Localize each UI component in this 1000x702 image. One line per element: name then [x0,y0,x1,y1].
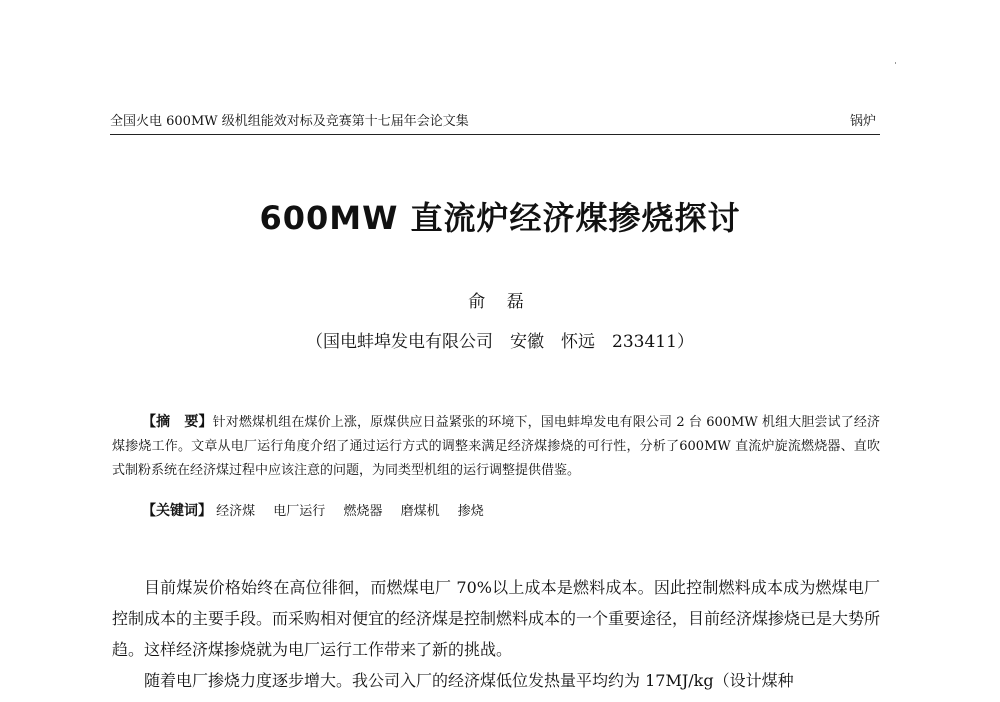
keyword: 磨煤机 [400,504,440,519]
author-name: 俞 磊 [468,292,532,312]
running-header [110,112,880,135]
author-affiliation: （国电蚌埠发电有限公司 安徽 怀远 233411） [306,332,694,352]
keyword: 经济煤 [216,504,256,519]
paper-title: 600MW 直流炉经济煤掺烧探讨 [259,199,741,237]
body-paragraph: 随着电厂掺烧力度逐步增大。我公司入厂的经济煤低位发热量平均约为 17MJ/kg（设计煤种 [144,671,794,690]
keyword: 掺烧 [457,504,484,519]
keywords-label: 【关键词】 [142,503,212,519]
scan-speck [895,62,896,64]
keyword: 电厂运行 [273,504,326,519]
abstract-label: 【摘 要】 [142,414,213,430]
keywords [142,499,880,524]
keyword: 燃烧器 [343,504,383,519]
body-paragraph: 目前煤炭价格始终在高位徘徊，而燃煤电厂 70%以上成本是燃料成本。因此控制燃料成本成为燃煤电厂控制成本的主要手段。而采购相对便宜的经济煤是控制燃料成本的一个重要途径，目前经济煤掺烧已是大势所趋。这样经济煤掺烧就为电厂运行工作带来了新的挑战。 [112,578,881,659]
abstract-text: 针对燃煤机组在煤价上涨，原煤供应日益紧张的环境下，国电蚌埠发电有限公司 2 台 600MW 机组大胆尝试了经济煤掺烧工作。文章从电厂运行角度介绍了通过运行方式的调整来满足经济煤掺烧的可行性，分析了600MW 直流炉旋流燃烧器、直吹式制粉系统在经济煤过程中应该注意的问题，为同类型机组的运行调整提供借鉴。 [112,415,880,478]
proceedings-title: 全国火电 600MW 级机组能效对标及竞赛第十七届年会论文集 [110,114,469,129]
body-text [112,572,880,696]
abstract [112,410,880,483]
section-label: 锅炉 [849,114,876,129]
